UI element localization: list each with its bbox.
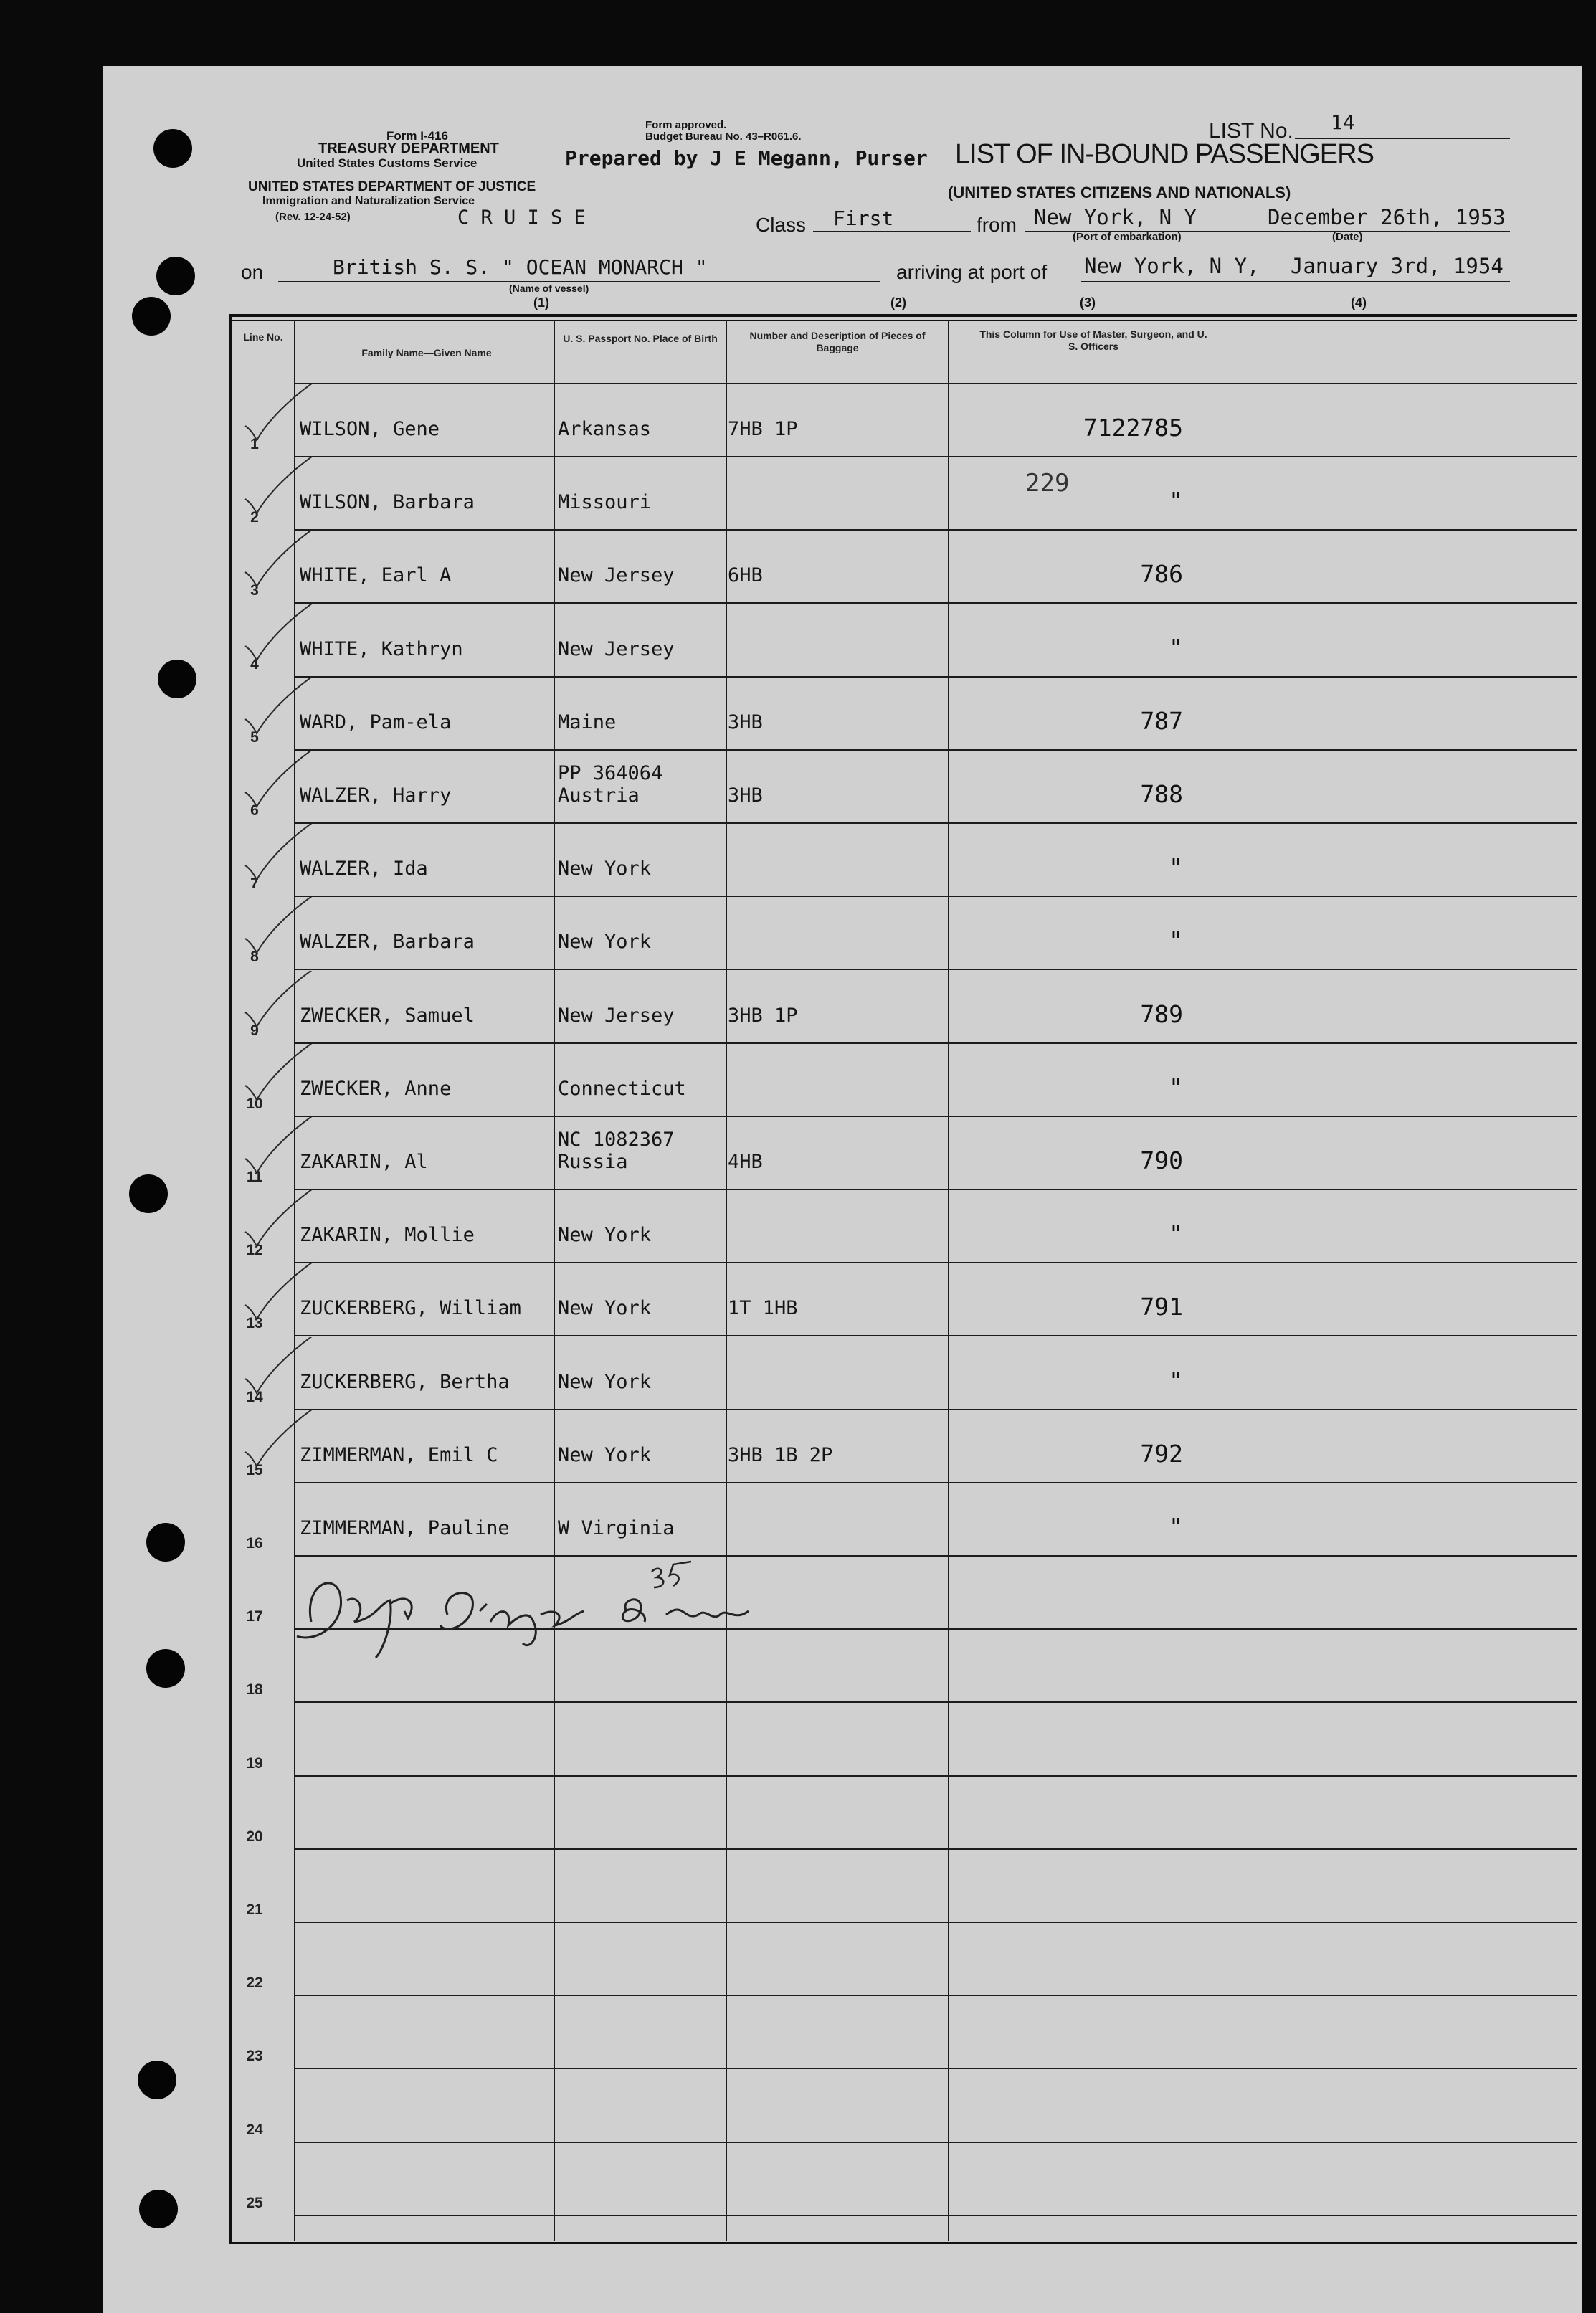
line-number: 9 bbox=[250, 1022, 259, 1039]
treasury-dept: TREASURY DEPARTMENT bbox=[318, 141, 499, 156]
ins-service: Immigration and Naturalization Service bbox=[262, 195, 475, 207]
table-row bbox=[229, 1117, 1577, 1190]
prepared-by: Prepared by J E Megann, Purser bbox=[565, 146, 928, 170]
passenger-name: ZUCKERBERG, William bbox=[300, 1297, 521, 1320]
binder-hole bbox=[146, 1649, 185, 1688]
checkmark-icon bbox=[239, 1410, 318, 1489]
manifest-sheet bbox=[103, 66, 1582, 2313]
passport-birthplace: PP 364064 Austria bbox=[558, 762, 663, 807]
baggage: 1T 1HB bbox=[728, 1297, 798, 1320]
line-number: 23 bbox=[246, 2048, 263, 2065]
class-value: First bbox=[833, 206, 894, 230]
passport-birthplace: Maine bbox=[558, 711, 617, 733]
passport-birthplace: New York bbox=[558, 1224, 652, 1247]
line-number: 10 bbox=[246, 1095, 263, 1112]
list-no-label: LIST No. bbox=[1209, 119, 1293, 143]
binder-hole bbox=[153, 129, 192, 168]
checkmark-icon bbox=[239, 971, 318, 1050]
passport-birthplace: Missouri bbox=[558, 491, 652, 514]
passenger-name: WHITE, Earl A bbox=[300, 564, 452, 587]
passenger-name: ZWECKER, Samuel bbox=[300, 1004, 475, 1027]
checkmark-icon bbox=[239, 1117, 318, 1196]
checkmark-icon bbox=[239, 678, 318, 756]
class-label: Class bbox=[756, 214, 807, 236]
line-number: 18 bbox=[246, 1681, 263, 1699]
officer-column: 788 bbox=[1140, 780, 1183, 808]
table-row bbox=[229, 1923, 1577, 1996]
baggage: 6HB bbox=[728, 564, 763, 587]
checkmark-icon bbox=[239, 457, 318, 536]
from-port: New York, N Y bbox=[1034, 205, 1197, 229]
checkmark-icon bbox=[239, 1337, 318, 1416]
table-row bbox=[229, 824, 1577, 897]
line-number: 2 bbox=[250, 509, 259, 526]
departure-date-text: December 26th, 19 bbox=[1268, 205, 1481, 229]
line-number: 24 bbox=[246, 2121, 263, 2138]
budget-bureau: Budget Bureau No. 43–R061.6. bbox=[645, 130, 802, 143]
baggage: 7HB 1P bbox=[728, 418, 798, 440]
binder-hole bbox=[129, 1174, 168, 1213]
arrival-year: 54 bbox=[1478, 254, 1504, 278]
departure-date bbox=[1268, 205, 1506, 229]
checkmark-icon bbox=[239, 531, 318, 609]
passport-birthplace: New Jersey bbox=[558, 637, 675, 660]
table-row bbox=[229, 384, 1577, 457]
line-number: 16 bbox=[246, 1535, 263, 1552]
inspector-signature bbox=[282, 1543, 770, 1658]
line-number: 14 bbox=[246, 1388, 263, 1405]
header-officers: This Column for Use of Master, Surgeon, and U. S. Officers bbox=[979, 328, 1207, 352]
line-number: 17 bbox=[246, 1608, 263, 1625]
officer-column: 790 bbox=[1140, 1146, 1183, 1174]
col1-label: (1) bbox=[533, 295, 549, 310]
header-line-no: Line No. bbox=[243, 331, 283, 343]
col3-label: (3) bbox=[1080, 295, 1096, 310]
officer-column: " bbox=[1169, 487, 1183, 516]
passport-birthplace: NC 1082367 Russia bbox=[558, 1129, 675, 1173]
binder-hole bbox=[146, 1523, 185, 1562]
passport-birthplace: New York bbox=[558, 1443, 652, 1466]
binder-hole bbox=[132, 297, 171, 336]
col2-label: (2) bbox=[890, 295, 906, 310]
officer-column: 7122785 bbox=[1083, 414, 1183, 442]
on-label: on bbox=[241, 261, 264, 283]
table-row bbox=[229, 2070, 1577, 2143]
table-row bbox=[229, 751, 1577, 824]
officer-column: " bbox=[1169, 1513, 1183, 1541]
passenger-name: WALZER, Harry bbox=[300, 784, 452, 807]
passport-birthplace: W Virginia bbox=[558, 1517, 675, 1539]
passenger-name: ZIMMERMAN, Emil C bbox=[300, 1443, 498, 1466]
list-no-value: 14 bbox=[1331, 110, 1355, 134]
arrival-port: New York, N Y, bbox=[1084, 254, 1260, 278]
passport-birthplace: New York bbox=[558, 858, 652, 880]
table-row bbox=[229, 678, 1577, 751]
col4-label: (4) bbox=[1351, 295, 1367, 310]
header-baggage: Number and Description of Pieces of Baggage bbox=[749, 330, 926, 353]
binder-hole bbox=[158, 660, 196, 698]
arrival-date-text: January 3rd, 19 bbox=[1291, 254, 1478, 278]
line-number: 3 bbox=[250, 582, 259, 599]
passport-birthplace: Connecticut bbox=[558, 1077, 686, 1100]
line-number: 20 bbox=[246, 1828, 263, 1845]
line-number: 22 bbox=[246, 1975, 263, 1992]
baggage: 4HB bbox=[728, 1151, 763, 1173]
revision: (Rev. 12-24-52) bbox=[275, 211, 351, 223]
table-row bbox=[229, 1044, 1577, 1117]
date-caption: (Date) bbox=[1332, 231, 1363, 243]
signature-drawing bbox=[282, 1543, 770, 1658]
passenger-name: ZIMMERMAN, Pauline bbox=[300, 1517, 510, 1539]
line-number: 25 bbox=[246, 2194, 263, 2211]
passenger-table bbox=[229, 314, 1577, 2244]
passenger-name: ZAKARIN, Mollie bbox=[300, 1224, 475, 1247]
checkmark-icon bbox=[239, 1190, 318, 1269]
cruise-stamp: C R U I S E bbox=[457, 206, 586, 229]
table-row bbox=[229, 1996, 1577, 2069]
line-number: 21 bbox=[246, 1901, 263, 1918]
vessel-name: British S. S. " OCEAN MONARCH " bbox=[333, 255, 708, 279]
header-name: Family Name—Given Name bbox=[361, 347, 492, 358]
checkmark-icon bbox=[239, 384, 318, 463]
line-number: 8 bbox=[250, 949, 259, 966]
table-row bbox=[229, 1337, 1577, 1410]
baggage: 3HB bbox=[728, 784, 763, 807]
port-caption: (Port of embarkation) bbox=[1073, 231, 1182, 243]
table-row bbox=[229, 604, 1577, 678]
table-row bbox=[229, 1704, 1577, 1777]
officer-column: 789 bbox=[1140, 999, 1183, 1028]
passport-birthplace: New York bbox=[558, 1370, 652, 1393]
line-number: 7 bbox=[250, 875, 259, 893]
line-number: 11 bbox=[246, 1169, 263, 1185]
officer-column: 786 bbox=[1140, 560, 1183, 589]
passenger-name: WHITE, Kathryn bbox=[300, 637, 463, 660]
checkmark-icon bbox=[239, 1044, 318, 1123]
passenger-name: WILSON, Gene bbox=[300, 418, 440, 440]
passenger-name: ZUCKERBERG, Bertha bbox=[300, 1370, 510, 1393]
officer-column: " bbox=[1169, 1366, 1183, 1395]
passenger-name: WALZER, Ida bbox=[300, 858, 428, 880]
passport-birthplace: Arkansas bbox=[558, 418, 652, 440]
table-row bbox=[229, 1263, 1577, 1336]
checkmark-icon bbox=[239, 897, 318, 976]
passport-birthplace: New York bbox=[558, 931, 652, 954]
binder-hole bbox=[139, 2190, 178, 2228]
baggage: 3HB 1P bbox=[728, 1004, 798, 1027]
passport-birthplace: New Jersey bbox=[558, 564, 675, 587]
officer-column: 787 bbox=[1140, 706, 1183, 735]
officer-column: 792 bbox=[1140, 1439, 1183, 1468]
form-title: LIST OF IN-BOUND PASSENGERS bbox=[955, 139, 1374, 169]
baggage: 3HB bbox=[728, 711, 763, 733]
table-row bbox=[229, 971, 1577, 1044]
passenger-name: ZWECKER, Anne bbox=[300, 1077, 452, 1100]
line-number: 13 bbox=[246, 1315, 263, 1332]
table-row bbox=[229, 1777, 1577, 1850]
departure-year: 53 bbox=[1480, 205, 1506, 229]
passport-birthplace: New Jersey bbox=[558, 1004, 675, 1027]
binder-hole bbox=[156, 257, 195, 295]
passenger-name: WALZER, Barbara bbox=[300, 931, 475, 954]
line-number: 1 bbox=[250, 436, 259, 452]
customs-service: United States Customs Service bbox=[297, 156, 478, 170]
citizens-caption: (UNITED STATES CITIZENS AND NATIONALS) bbox=[948, 184, 1291, 201]
table-row bbox=[229, 531, 1577, 604]
arriving-label: arriving at port of bbox=[896, 261, 1048, 283]
officer-column: " bbox=[1169, 633, 1183, 662]
line-number: 12 bbox=[246, 1242, 263, 1259]
officer-column: " bbox=[1169, 926, 1183, 955]
line-number: 19 bbox=[246, 1754, 263, 1772]
form-number: Form I-416 bbox=[386, 129, 448, 143]
officer-column: " bbox=[1169, 853, 1183, 882]
justice-dept: UNITED STATES DEPARTMENT OF JUSTICE bbox=[248, 179, 536, 194]
table-row bbox=[229, 1850, 1577, 1923]
passenger-name: WILSON, Barbara bbox=[300, 491, 475, 514]
table-row bbox=[229, 2143, 1577, 2216]
line-number: 6 bbox=[250, 802, 259, 819]
line-number: 15 bbox=[246, 1461, 263, 1478]
table-row bbox=[229, 457, 1577, 531]
row-rule bbox=[294, 2215, 1577, 2216]
form-approved: Form approved. bbox=[645, 119, 727, 131]
header-passport: U. S. Passport No. Place of Birth bbox=[563, 333, 718, 344]
handwritten-229: 229 bbox=[1025, 469, 1070, 498]
line-number: 4 bbox=[250, 655, 259, 673]
passenger-name: WARD, Pam-ela bbox=[300, 711, 452, 733]
from-label: from bbox=[977, 214, 1017, 236]
checkmark-icon bbox=[239, 751, 318, 830]
officer-column: " bbox=[1169, 1220, 1183, 1248]
line-number: 5 bbox=[250, 728, 259, 746]
table-row bbox=[229, 897, 1577, 970]
table-row bbox=[229, 1410, 1577, 1483]
passenger-name: ZAKARIN, Al bbox=[300, 1151, 428, 1173]
arrival-date bbox=[1291, 254, 1504, 278]
checkmark-icon bbox=[239, 824, 318, 903]
vessel-caption: (Name of vessel) bbox=[509, 282, 589, 294]
checkmark-icon bbox=[239, 604, 318, 683]
binder-hole bbox=[138, 2061, 176, 2099]
checkmark-icon bbox=[239, 1263, 318, 1342]
baggage: 3HB 1B 2P bbox=[728, 1443, 833, 1466]
table-row bbox=[229, 1190, 1577, 1263]
officer-column: " bbox=[1169, 1073, 1183, 1101]
passport-birthplace: New York bbox=[558, 1297, 652, 1320]
officer-column: 791 bbox=[1140, 1293, 1183, 1321]
